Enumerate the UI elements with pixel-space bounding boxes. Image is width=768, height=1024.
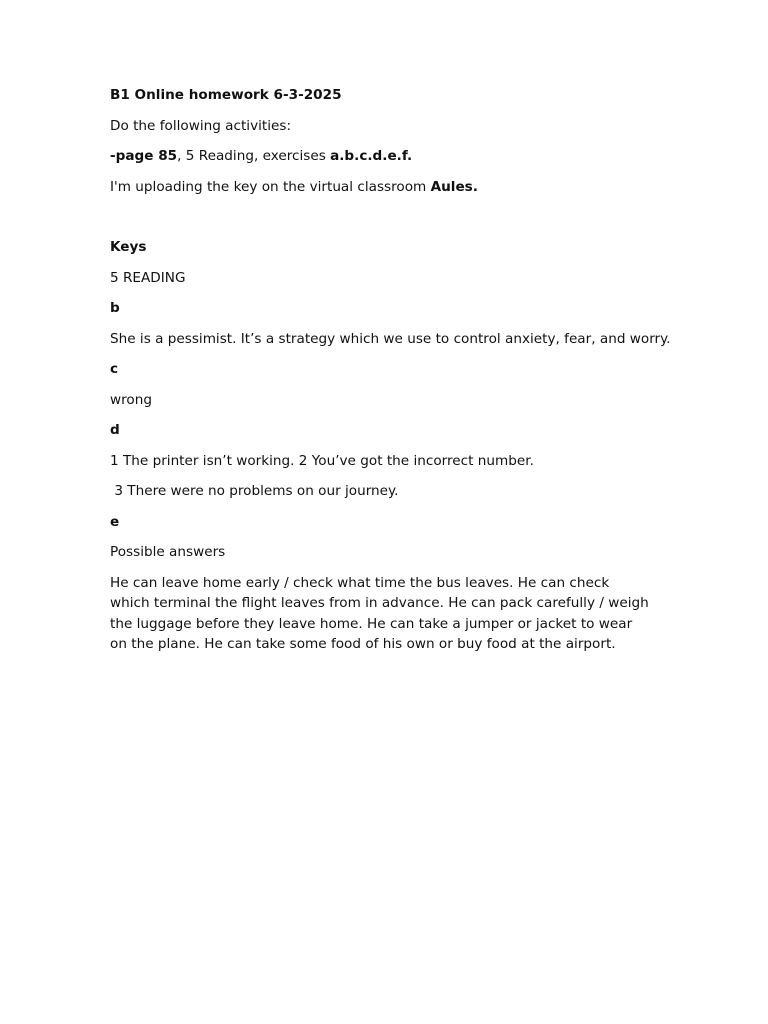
answer-c-text: wrong: [110, 391, 152, 408]
instructions-text: Do the following activities:: [110, 117, 292, 134]
answer-d-label: d: [110, 422, 120, 438]
upload-text: I'm uploading the key on the virtual classroom: [110, 178, 431, 195]
answer-e-label: e: [110, 513, 120, 530]
answer-d-text-1: 1 The printer isn’t working. 2 You’ve got the incorrect number.: [110, 452, 534, 469]
platform-name: Aules.: [430, 178, 478, 195]
keys-heading: Keys: [110, 239, 147, 255]
task-line: [110, 146, 650, 166]
document-title: B1 Online homework 6-3-2025: [110, 87, 342, 103]
exercise-list: a.b.c.d.e.f.: [330, 148, 413, 164]
section-heading: 5 READING: [110, 269, 186, 286]
upload-line: [110, 177, 650, 197]
answer-b-label: b: [110, 300, 120, 316]
answer-b-text: She is a pessimist. It’s a strategy which we use to control anxiety, fear, and worry.: [110, 330, 671, 347]
spacer: [110, 207, 650, 237]
page-reference: -page 85: [110, 148, 178, 164]
task-middle-text: , 5 Reading, exercises: [177, 148, 331, 164]
answer-d-text-2: 3 There were no problems on our journey.: [110, 483, 399, 499]
answer-c-label: c: [110, 361, 119, 377]
document-page: [110, 85, 671, 665]
answer-e-text: He can leave home early / check what time the bus leaves. He can check which terminal the flight leaves from in advance. He can pack carefully / weigh the luggage before they leave home. He can take a jumper or jacket to wear on the plane. He can take some food of his own or buy food at the airport.: [110, 574, 649, 653]
answer-e-intro: Possible answers: [110, 544, 226, 560]
